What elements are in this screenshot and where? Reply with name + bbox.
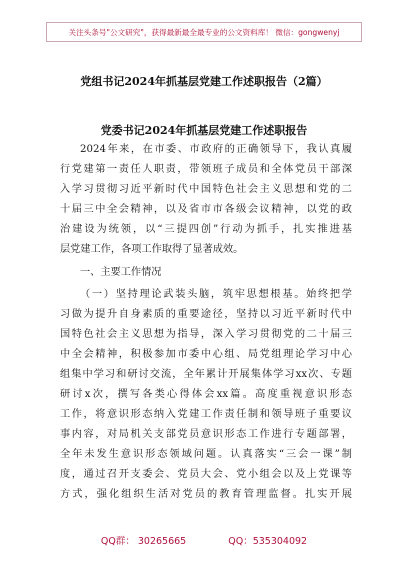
paragraph-line: 方式，强化组织生活对党员的教育管理监督。扎实开展 [60,489,352,500]
paragraph-line: 事内容，对局机关支部党员意识形态工作进行专题部署， [60,429,352,440]
paragraph-line: 行党建第一责任人职责，带领班子成员和全体党员干部深 [60,164,352,175]
promo-banner [46,22,362,42]
paragraph-line: 习做为提升自身素质的重要途径，坚持以习近平新时代中 [60,309,352,320]
paragraph-line: 十届三中全会精神，以及省市市各级会议精神，以党的政 [60,204,352,215]
paragraph-line: 入学习贯彻习近平新时代中国特色社会主义思想和党的二 [60,184,352,195]
paragraph-line: 组集中学习和研讨交流，全年累计开展集体学习xx次、专题 [60,369,352,380]
section-title: 党委书记2024年抓基层党建工作述职报告 [100,124,308,137]
paragraph-line: 研讨x次，撰写各类心得体会xx篇。高度重视意识形态 [60,389,352,400]
paragraph-line: 治建设为统领，以“三提四创”行动为抓手，扎实推进基 [60,224,352,235]
paragraph-line: 层党建工作，各项工作取得了显著成效。 [60,244,244,255]
qq-group: QQ群： 30265665 [100,536,187,547]
paragraph-line: （一）坚持理论武装头脑，筑牢思想根基。始终把学 [80,289,352,300]
paragraph-line: 工作，将意识形态纳入党建工作责任制和领导班子重要议 [60,409,352,420]
subsection-heading: 一、主要工作情况 [80,267,162,278]
paragraph-line: 全年未发生意识形态领域问题。认真落实“三会一课”制 [60,449,352,460]
promo-banner-text: 关注头条号"公文研究"，获得最新最全最专业的公文资料库！ 微信：gongwenyj [68,27,340,37]
footer-contact [0,533,408,547]
document-title: 党组书记2024年抓基层党建工作述职报告（2篇） [80,75,328,88]
paragraph-line: 2024年来，在市委、市政府的正确领导下，我认真履 [80,144,352,155]
paragraph-line: 国特色社会主义思想为指导，深入学习贯彻党的二十届三 [60,329,352,340]
qq-number: QQ：535304092 [228,536,308,547]
paragraph-line: 度，通过召开支委会、党员大会、党小组会以及上党课等 [60,469,352,480]
paragraph-line: 中全会精神，积极参加市委中心组、局党组理论学习中心 [60,349,352,360]
